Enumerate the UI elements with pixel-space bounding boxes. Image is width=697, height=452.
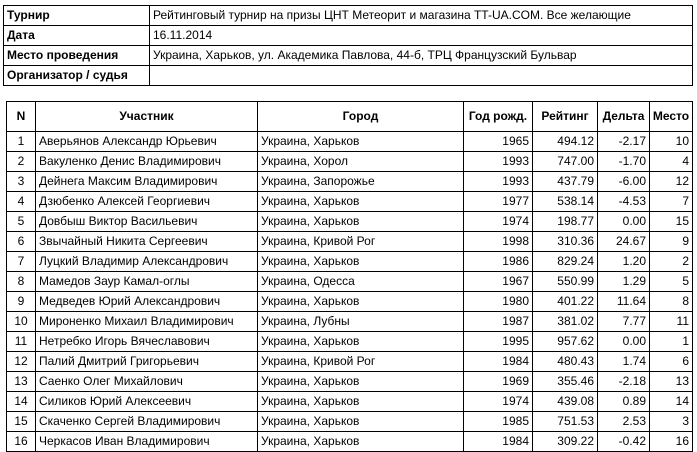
cell-player: Дейнега Максим Владимирович bbox=[36, 172, 258, 192]
cell-player: Медведев Юрий Александрович bbox=[36, 292, 258, 312]
cell-n: 14 bbox=[7, 392, 36, 412]
cell-rating: 310.36 bbox=[533, 232, 598, 252]
cell-city: Украина, Харьков bbox=[258, 332, 464, 352]
cell-city: Украина, Запорожье bbox=[258, 172, 464, 192]
cell-player: Скаченко Сергей Владимирович bbox=[36, 412, 258, 432]
cell-place: 3 bbox=[650, 412, 693, 432]
cell-rating: 381.02 bbox=[533, 312, 598, 332]
table-row bbox=[7, 352, 693, 372]
cell-birth-year: 1987 bbox=[464, 312, 533, 332]
cell-city: Украина, Харьков bbox=[258, 132, 464, 152]
cell-rating: 309.22 bbox=[533, 432, 598, 452]
cell-birth-year: 1995 bbox=[464, 332, 533, 352]
cell-city: Украина, Харьков bbox=[258, 192, 464, 212]
results-header-row bbox=[7, 102, 693, 132]
cell-n: 7 bbox=[7, 252, 36, 272]
cell-birth-year: 1986 bbox=[464, 252, 533, 272]
cell-player: Нетребко Игорь Вячеславович bbox=[36, 332, 258, 352]
cell-delta: 2.53 bbox=[598, 412, 650, 432]
header-delta: Дельта bbox=[598, 102, 650, 132]
tournament-value: Рейтинговый турнир на призы ЦНТ Метеорит и магазина TT-UA.COM. Все желающие bbox=[150, 6, 693, 26]
info-row-venue bbox=[4, 46, 693, 66]
cell-delta: 1.29 bbox=[598, 272, 650, 292]
date-label: Дата bbox=[4, 26, 150, 46]
cell-delta: -1.70 bbox=[598, 152, 650, 172]
cell-delta: 0.89 bbox=[598, 392, 650, 412]
cell-city: Украина, Одесса bbox=[258, 272, 464, 292]
tournament-info-table bbox=[3, 5, 693, 86]
venue-label: Место проведения bbox=[4, 46, 150, 66]
cell-delta: 0.00 bbox=[598, 332, 650, 352]
cell-player: Аверьянов Александр Юрьевич bbox=[36, 132, 258, 152]
cell-delta: -6.00 bbox=[598, 172, 650, 192]
cell-birth-year: 1980 bbox=[464, 292, 533, 312]
cell-n: 6 bbox=[7, 232, 36, 252]
cell-place: 14 bbox=[650, 392, 693, 412]
cell-rating: 829.24 bbox=[533, 252, 598, 272]
cell-place: 13 bbox=[650, 372, 693, 392]
organizer-value bbox=[150, 66, 693, 86]
cell-place: 11 bbox=[650, 312, 693, 332]
cell-n: 11 bbox=[7, 332, 36, 352]
cell-place: 5 bbox=[650, 272, 693, 292]
venue-value: Украина, Харьков, ул. Академика Павлова, 44-б, ТРЦ Французский Бульвар bbox=[150, 46, 693, 66]
cell-n: 4 bbox=[7, 192, 36, 212]
cell-birth-year: 1984 bbox=[464, 432, 533, 452]
cell-n: 9 bbox=[7, 292, 36, 312]
cell-n: 8 bbox=[7, 272, 36, 292]
cell-city: Украина, Кривой Рог bbox=[258, 352, 464, 372]
cell-player: Довбыш Виктор Васильевич bbox=[36, 212, 258, 232]
cell-n: 15 bbox=[7, 412, 36, 432]
cell-player: Луцкий Владимир Александрович bbox=[36, 252, 258, 272]
cell-city: Украина, Харьков bbox=[258, 292, 464, 312]
cell-city: Украина, Харьков bbox=[258, 252, 464, 272]
cell-birth-year: 1969 bbox=[464, 372, 533, 392]
cell-n: 3 bbox=[7, 172, 36, 192]
cell-place: 4 bbox=[650, 152, 693, 172]
organizer-label: Организатор / судья bbox=[4, 66, 150, 86]
cell-delta: 1.74 bbox=[598, 352, 650, 372]
date-value: 16.11.2014 bbox=[150, 26, 693, 46]
cell-rating: 957.62 bbox=[533, 332, 598, 352]
cell-city: Украина, Лубны bbox=[258, 312, 464, 332]
cell-player: Черкасов Иван Владимирович bbox=[36, 432, 258, 452]
info-row-organizer bbox=[4, 66, 693, 86]
cell-city: Украина, Кривой Рог bbox=[258, 232, 464, 252]
cell-place: 16 bbox=[650, 432, 693, 452]
info-row-date bbox=[4, 26, 693, 46]
cell-n: 10 bbox=[7, 312, 36, 332]
cell-delta: 11.64 bbox=[598, 292, 650, 312]
table-row bbox=[7, 132, 693, 152]
cell-player: Вакуленко Денис Владимирович bbox=[36, 152, 258, 172]
cell-delta: -4.53 bbox=[598, 192, 650, 212]
table-row bbox=[7, 312, 693, 332]
cell-birth-year: 1974 bbox=[464, 212, 533, 232]
table-row bbox=[7, 292, 693, 312]
cell-player: Дзюбенко Алексей Георгиевич bbox=[36, 192, 258, 212]
table-row bbox=[7, 392, 693, 412]
table-row bbox=[7, 272, 693, 292]
table-row bbox=[7, 152, 693, 172]
cell-birth-year: 1993 bbox=[464, 152, 533, 172]
cell-city: Украина, Харьков bbox=[258, 392, 464, 412]
cell-delta: 0.00 bbox=[598, 212, 650, 232]
cell-n: 13 bbox=[7, 372, 36, 392]
cell-rating: 439.08 bbox=[533, 392, 598, 412]
results-table bbox=[6, 101, 693, 452]
cell-place: 1 bbox=[650, 332, 693, 352]
cell-birth-year: 1993 bbox=[464, 172, 533, 192]
tournament-label: Турнир bbox=[4, 6, 150, 26]
cell-city: Украина, Харьков bbox=[258, 412, 464, 432]
cell-delta: -0.42 bbox=[598, 432, 650, 452]
cell-birth-year: 1984 bbox=[464, 352, 533, 372]
cell-delta: -2.17 bbox=[598, 132, 650, 152]
cell-city: Украина, Харьков bbox=[258, 372, 464, 392]
cell-place: 7 bbox=[650, 192, 693, 212]
table-row bbox=[7, 252, 693, 272]
cell-rating: 355.46 bbox=[533, 372, 598, 392]
cell-place: 8 bbox=[650, 292, 693, 312]
cell-rating: 747.00 bbox=[533, 152, 598, 172]
cell-rating: 550.99 bbox=[533, 272, 598, 292]
cell-place: 6 bbox=[650, 352, 693, 372]
table-row bbox=[7, 192, 693, 212]
cell-delta: 24.67 bbox=[598, 232, 650, 252]
cell-birth-year: 1965 bbox=[464, 132, 533, 152]
results-body bbox=[7, 132, 693, 452]
cell-city: Украина, Хорол bbox=[258, 152, 464, 172]
table-row bbox=[7, 412, 693, 432]
table-row bbox=[7, 372, 693, 392]
cell-birth-year: 1967 bbox=[464, 272, 533, 292]
cell-rating: 480.43 bbox=[533, 352, 598, 372]
cell-rating: 401.22 bbox=[533, 292, 598, 312]
cell-n: 5 bbox=[7, 212, 36, 232]
cell-birth-year: 1974 bbox=[464, 392, 533, 412]
cell-city: Украина, Харьков bbox=[258, 212, 464, 232]
cell-city: Украина, Харьков bbox=[258, 432, 464, 452]
header-place: Место bbox=[650, 102, 693, 132]
cell-player: Мамедов Заур Камал-оглы bbox=[36, 272, 258, 292]
table-row bbox=[7, 432, 693, 452]
cell-rating: 538.14 bbox=[533, 192, 598, 212]
header-rating: Рейтинг bbox=[533, 102, 598, 132]
cell-place: 2 bbox=[650, 252, 693, 272]
cell-n: 16 bbox=[7, 432, 36, 452]
cell-rating: 494.12 bbox=[533, 132, 598, 152]
cell-player: Мироненко Михаил Владимирович bbox=[36, 312, 258, 332]
cell-birth-year: 1977 bbox=[464, 192, 533, 212]
info-row-tournament bbox=[4, 6, 693, 26]
header-city: Город bbox=[258, 102, 464, 132]
header-birth-year: Год рожд. bbox=[464, 102, 533, 132]
header-player: Участник bbox=[36, 102, 258, 132]
cell-delta: -2.18 bbox=[598, 372, 650, 392]
cell-rating: 198.77 bbox=[533, 212, 598, 232]
cell-player: Звычайный Никита Сергеевич bbox=[36, 232, 258, 252]
table-row bbox=[7, 212, 693, 232]
cell-player: Саенко Олег Михайлович bbox=[36, 372, 258, 392]
cell-n: 12 bbox=[7, 352, 36, 372]
cell-birth-year: 1985 bbox=[464, 412, 533, 432]
cell-player: Палий Дмитрий Григорьевич bbox=[36, 352, 258, 372]
cell-player: Силиков Юрий Алексеевич bbox=[36, 392, 258, 412]
table-row bbox=[7, 232, 693, 252]
cell-birth-year: 1998 bbox=[464, 232, 533, 252]
cell-delta: 7.77 bbox=[598, 312, 650, 332]
cell-place: 15 bbox=[650, 212, 693, 232]
table-row bbox=[7, 172, 693, 192]
cell-place: 9 bbox=[650, 232, 693, 252]
cell-place: 10 bbox=[650, 132, 693, 152]
cell-n: 2 bbox=[7, 152, 36, 172]
cell-delta: 1.20 bbox=[598, 252, 650, 272]
cell-rating: 751.53 bbox=[533, 412, 598, 432]
cell-place: 12 bbox=[650, 172, 693, 192]
header-n: N bbox=[7, 102, 36, 132]
table-row bbox=[7, 332, 693, 352]
cell-rating: 437.79 bbox=[533, 172, 598, 192]
cell-n: 1 bbox=[7, 132, 36, 152]
